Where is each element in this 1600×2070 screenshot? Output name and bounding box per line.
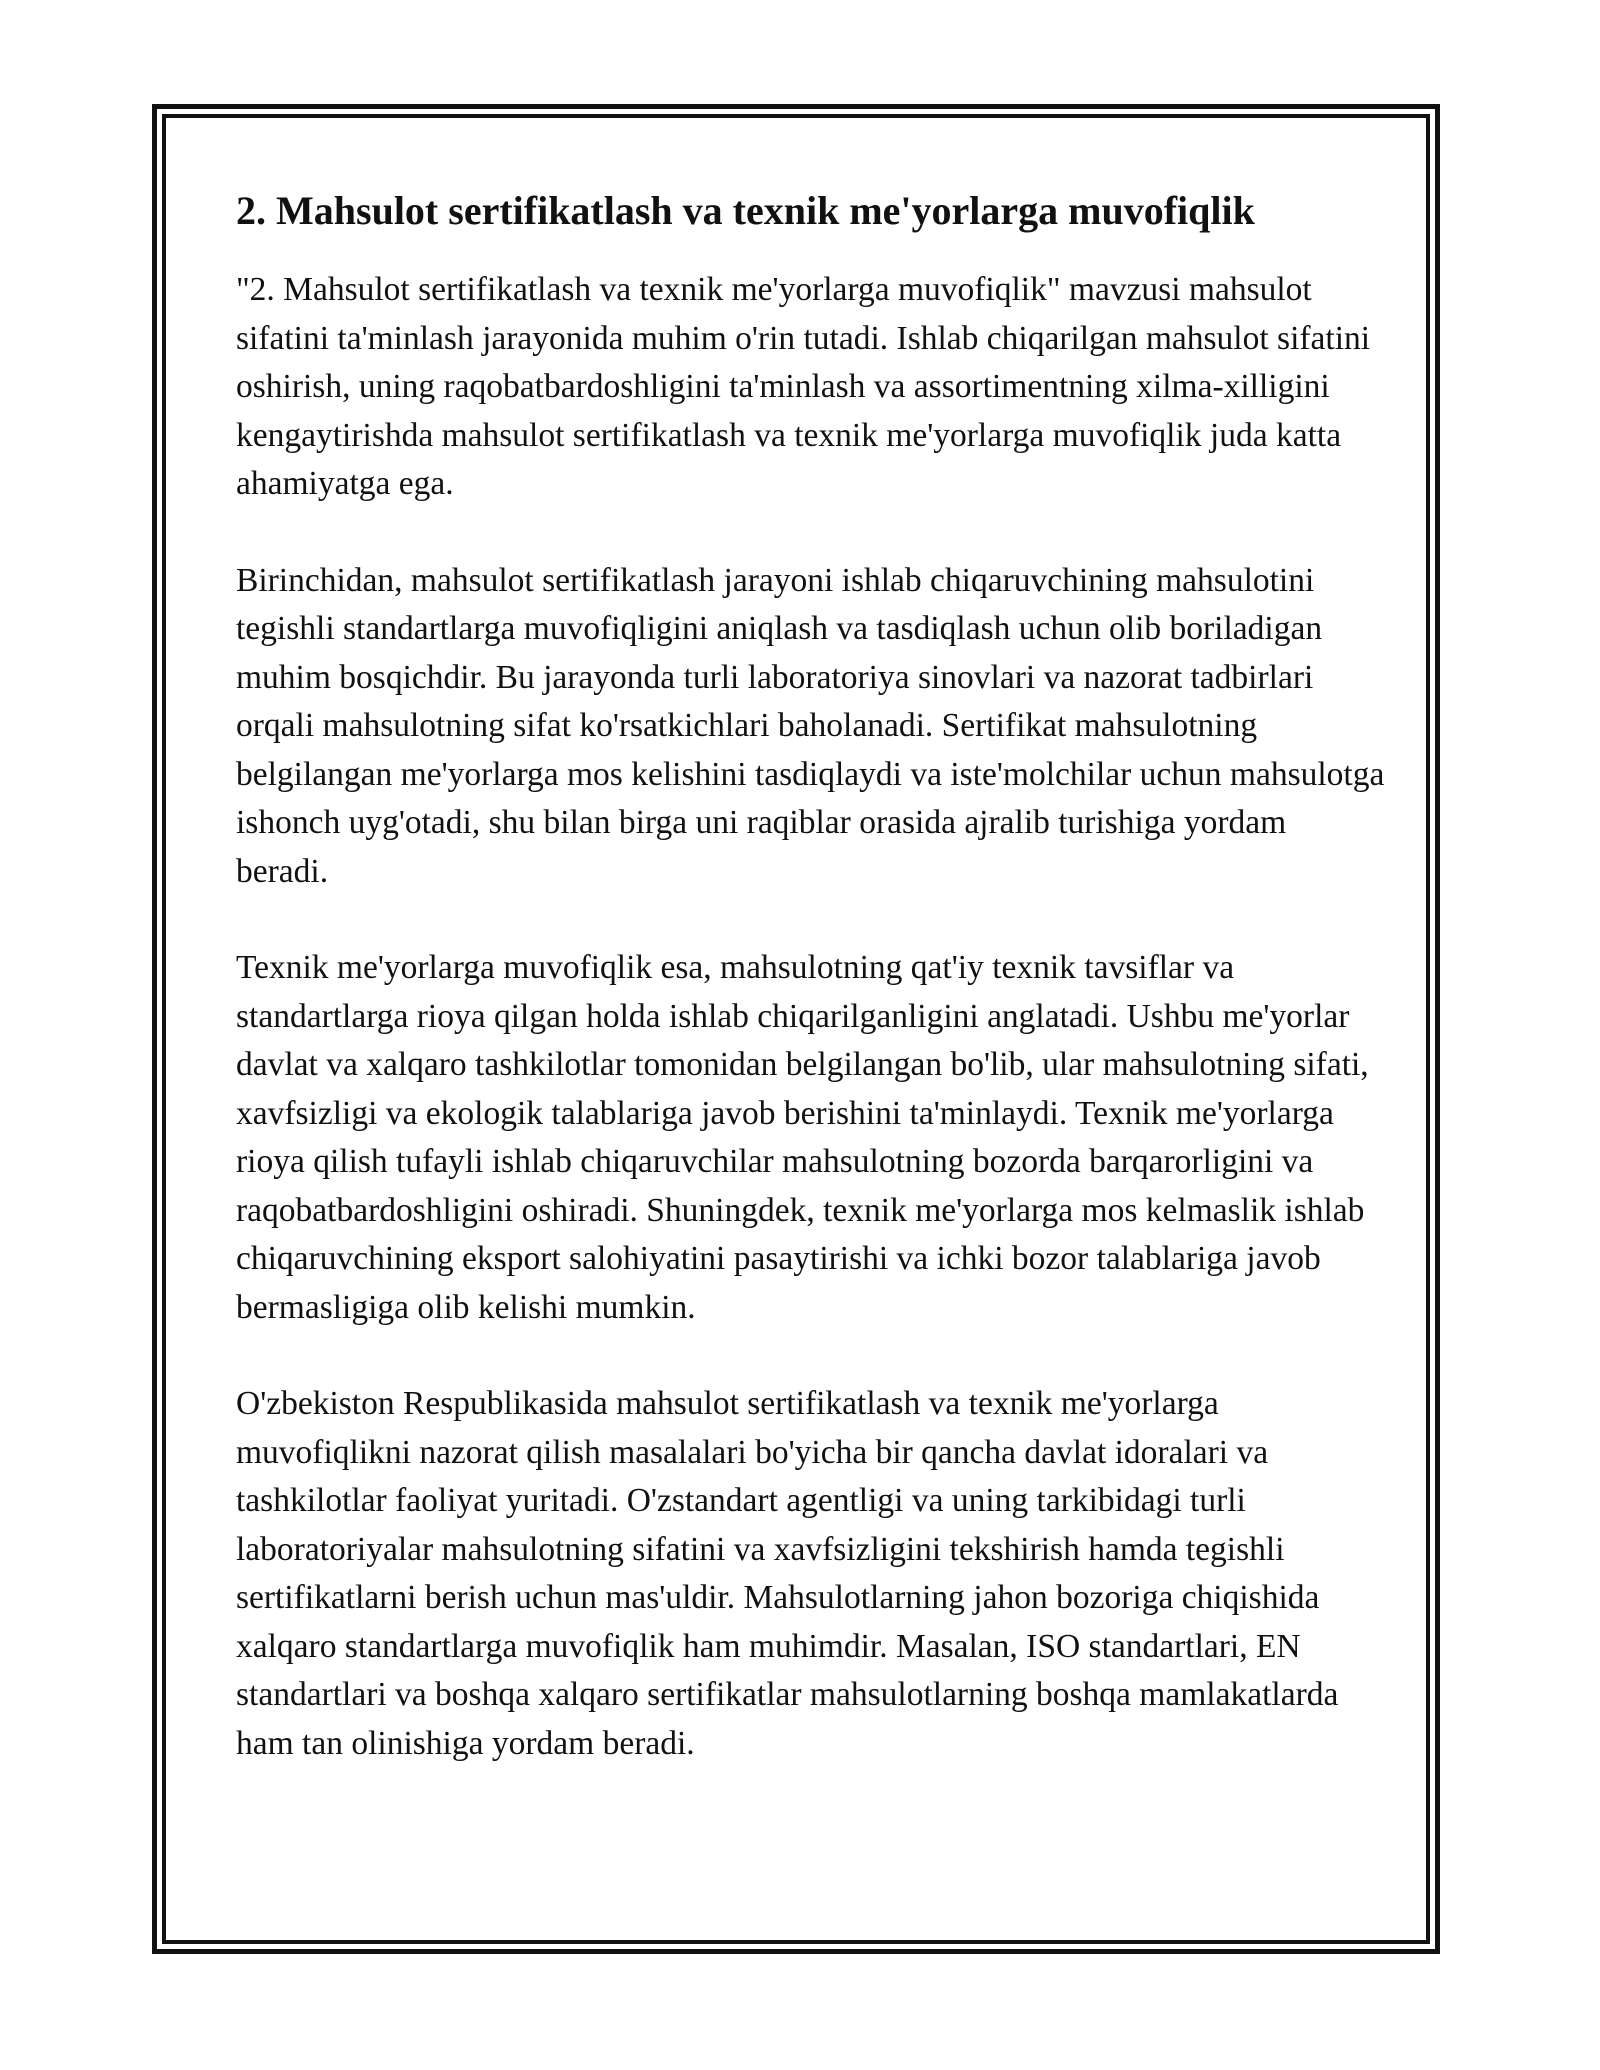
paragraph-intro: "2. Mahsulot sertifikatlash va texnik me'yorlarga muvofiqlik" mavzusi mahsulot sifatini ta'minlash jarayonida muhim o'rin tutadi. Ishlab chiqarilgan mahsulot sifatini oshirish, uning raqobatbardoshligini ta'minlash va assortimentning xilma-xilligini kengaytirishda mahsulot sertifikatlash va texnik me'yorlarga muvofiqlik juda katta ahamiyatga ega. — [236, 271, 1371, 502]
paragraph-technical-norms: Texnik me'yorlarga muvofiqlik esa, mahsulotning qat'iy texnik tavsiflar va standartlarga rioya qilgan holda ishlab chiqarilganligini anglatadi. Ushbu me'yorlar davlat va xalqaro tashkilotlar tomonidan belgilangan bo'lib, ular mahsulotning sifati, xavfsizligi va ekologik talablariga javob berishini ta'minlaydi. Texnik me'yorlarga rioya qilish tufayli ishlab chiqaruvchilar mahsulotning bozorda barqarorligini va raqobatbardoshligini oshiradi. Shuningdek, texnik me'yorlarga mos kelmaslik ishlab chiqaruvchining eksport salohiyatini pasaytirishi va ichki bozor talablariga javob bermasligiga olib kelishi mumkin. — [236, 949, 1369, 1326]
document-body — [236, 182, 1386, 1816]
paragraph-uzbekistan: O'zbekiston Respublikasida mahsulot sertifikatlash va texnik me'yorlarga muvofiqlikni nazorat qilish masalalari bo'yicha bir qancha davlat idoralari va tashkilotlar faoliyat yuritadi. O'zstandart agentligi va uning tarkibidagi turli laboratoriyalar mahsulotning sifatini va xavfsizligini tekshirish hamda tegishli sertifikatlarni berish uchun mas'uldir. Mahsulotlarning jahon bozoriga chiqishida xalqaro standartlarga muvofiqlik ham muhimdir. Masalan, ISO standartlari, EN standartlari va boshqa xalqaro sertifikatlar mahsulotlarning boshqa mamlakatlarda ham tan olinishiga yordam beradi. — [236, 1385, 1339, 1762]
section-heading: 2. Mahsulot sertifikatlash va texnik me'yorlarga muvofiqlik — [236, 188, 1255, 233]
paragraph-certification: Birinchidan, mahsulot sertifikatlash jarayoni ishlab chiqaruvchining mahsulotini tegishli standartlarga muvofiqligini aniqlash va tasdiqlash uchun olib boriladigan muhim bosqichdir. Bu jarayonda turli laboratoriya sinovlari va nazorat tadbirlari orqali mahsulotning sifat ko'rsatkichlari baholanadi. Sertifikat mahsulotning belgilangan me'yorlarga mos kelishini tasdiqlaydi va iste'molchilar uchun mahsulotga ishonch uyg'otadi, shu bilan birga uni raqiblar orasida ajralib turishiga yordam beradi. — [236, 561, 1385, 890]
